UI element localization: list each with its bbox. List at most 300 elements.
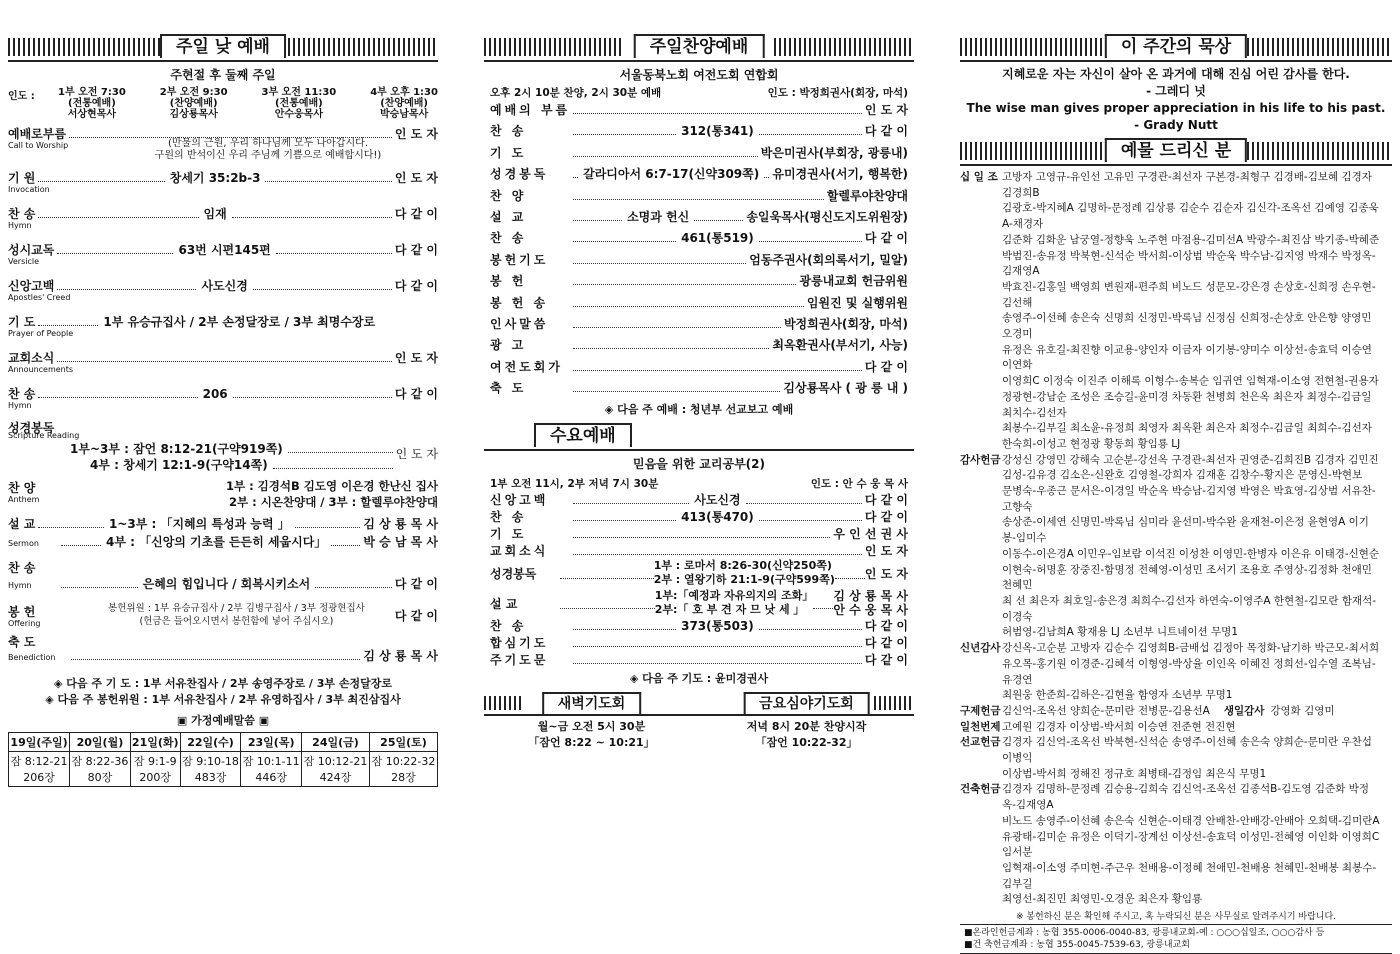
scripture-right: 인 도 자 [395, 446, 438, 461]
order-right: 인 도 자 [864, 103, 908, 117]
leaders-label: 인도 : [8, 91, 35, 102]
offerings-note: ※ 봉헌하신 분은 확인해 주시고, 혹 누락되신 분은 사무실로 알려주시기 바랍니다. [1015, 912, 1337, 923]
sermon-right-1: 김 상 룡 목 사 [363, 517, 439, 531]
offering-category: 일천번제 [960, 720, 1001, 733]
offering-line: 이영희C 이정숙 이진주 이해록 이형수-송복순 임귀연 임혁재-이소영 전현철-권용자 [1002, 375, 1379, 388]
anthem-label: 찬 양 [8, 481, 36, 495]
dots [573, 101, 862, 114]
hymn3-right: 다 같 이 [394, 577, 439, 591]
offering-line: 유광태-김미순 유정은 이덕기-장계선 이상선-송효덕 이성민-전혜영 이인화 이영희C 임서분 [1002, 830, 1380, 859]
invocation-text: 창세기 35:2b-3 [169, 171, 261, 185]
order-row [490, 250, 908, 271]
offering-line: 고예원 김경자 이상범-박서희 이승연 전준현 전진현 [1002, 720, 1236, 733]
family-hymn: 424장 [319, 771, 352, 784]
friday-time: 저녁 8시 20분 찬양시작 [746, 720, 867, 734]
order-label: 인사말씀 [490, 316, 549, 331]
wed-sermon-1: 1부:「예정과 자유의지의 조화」 [654, 589, 814, 603]
order-row [490, 228, 908, 249]
offering-category: 신년감사 [960, 642, 1001, 655]
order-label: 기 도 [490, 145, 527, 160]
order-label: 찬 송 [490, 231, 527, 246]
dots [573, 617, 676, 630]
praise-subtitle: 서울동북노회 여전도회 연합회 [619, 68, 779, 82]
dots [573, 272, 796, 285]
dots [694, 208, 743, 221]
offering-line: 김신억-조옥선 양희순-문미란 전병문-김용선A [1002, 704, 1210, 717]
offering-right: 다 같 이 [394, 608, 438, 623]
dots [746, 491, 862, 504]
order-row [490, 271, 908, 292]
dots [573, 651, 862, 664]
creed-text: 사도신경 [201, 279, 248, 293]
wed-sermon-2: 2부:「 호 부 견 자 므 낫 세 」 [654, 603, 805, 617]
praise-leader: 인도 : 박정희권사(회장, 마석) [767, 87, 908, 99]
family-cell [9, 752, 70, 787]
prayer-en: Prayer of People [8, 329, 74, 338]
wed-title: 수요예배 [534, 423, 632, 447]
order-text: 461(통519) [681, 231, 754, 246]
offering-line: 정광현-강남순 조성은 조승길-윤미경 차동환 천병희 천은옥 최은자 최정수-김금일 최치수-김선자 [1002, 390, 1372, 419]
leader-name: 서상현목사 [67, 109, 117, 120]
offering-line: 김준화 김화운 남궁열-정향욱 노주현 마점용-김미선A 박광수-최진삼 박기종-박혜준 [1002, 233, 1380, 246]
dots [573, 491, 689, 504]
friday-title: 금요심야기도회 [743, 692, 870, 714]
wed-leader: 인도 : 안 수 웅 목 사 [810, 478, 908, 491]
offerings-header [960, 138, 1392, 166]
anthem-en: Anthem [8, 495, 40, 504]
sunday-season: 주현절 후 둘째 주일 [170, 68, 276, 82]
offering-group [960, 170, 1392, 453]
hymn2-right: 다 같 이 [394, 387, 439, 401]
offering-group [960, 704, 1392, 720]
order-right: 광릉내교회 헌금위원 [799, 274, 908, 289]
meditation-title: 이 주간의 묵상 [1105, 34, 1247, 58]
dots [573, 358, 862, 371]
offering-group [960, 782, 1392, 908]
leader-1 [160, 87, 228, 120]
dots [573, 634, 862, 647]
wed-header [484, 423, 914, 451]
order-label: 신앙고백 [490, 493, 549, 508]
dots [573, 336, 769, 349]
call-en: Call to Worship [8, 141, 69, 150]
hymn3-en: Hymn [8, 581, 32, 590]
order-text: 소명과 헌신 [627, 209, 690, 224]
order-label: 주기도문 [490, 653, 549, 668]
order-right: 송일욱목사(평신도지도위원장) [746, 209, 908, 224]
offering-line: 고방자 고영규-유인선 고유민 구경관-최선자 구본경-최형구 김경배-김보혜 김경자 김경희B [1002, 171, 1372, 199]
wed-next: ◈ 다음 주 기도 : 윤미경권사 [629, 672, 769, 686]
creed-right: 다 같 이 [394, 279, 439, 293]
offering-line: 송상준-이세연 신명민-박록님 심미라 윤선미-박수완 윤재천-이은정 윤현영A 이기봉-임미수 [1002, 516, 1369, 545]
order-text: 373(통503) [681, 619, 754, 634]
praise-order [484, 100, 914, 399]
wed-sermon-right-2: 안 수 웅 목 사 [833, 603, 908, 618]
order-label: 설 교 [490, 209, 527, 224]
order-text: 413(통470) [681, 510, 754, 525]
order-row [490, 634, 908, 651]
leader-type: (전통예배) [68, 98, 116, 109]
online-account: ■온라인헌금계좌 : 농협 355-0006-0040-83, 광릉내교회-예 : ○○○십일조, ○○○감사 등 [964, 928, 1325, 939]
order-row [490, 491, 908, 508]
family-ref: 잠 9:1-9 [133, 755, 177, 768]
offering-line: 강성신 강영민 강해숙 고순분-강선옥 구경관-최선자 권영준-김희진B 김경자 김민진 [1002, 453, 1379, 466]
announcements-right: 인 도 자 [394, 351, 438, 365]
order-row [490, 651, 908, 668]
announcements-en: Announcements [8, 365, 74, 374]
order-label: 교회소식 [490, 544, 549, 559]
order-text: 갈라디아서 6:7-17(신약309쪽) [583, 167, 760, 182]
order-right: 할렐루야찬양대 [826, 188, 908, 203]
offering-line: 임혁재-이소영 주미현-주근우 천배용-이정혜 천애민-천배용 천혜민-천배봉 최봉수-김부길 [1002, 861, 1377, 890]
family-ref: 잠 8:22-36 [71, 755, 129, 768]
building-account: ■건 축헌금계좌 : 농협 355-0045-7539-63, 광릉내교회 [964, 940, 1190, 951]
hymn1-right: 다 같 이 [394, 207, 439, 221]
offering-names [1002, 453, 1382, 641]
offering-category: 감사헌금 [960, 453, 1001, 466]
offering-line: 김광호-박지혜A 김명하-문정례 김상룡 김순수 김순자 김신각-조옥선 김예영 김종욱A-채경자 [1002, 202, 1379, 231]
meditation-english-author: - Grady Nutt [1134, 118, 1218, 132]
friday-header [699, 692, 914, 716]
dots [573, 294, 804, 307]
leader-time: 4부 오후 1:30 [370, 87, 438, 98]
dawn-time: 월~금 오전 5시 30분 [537, 720, 646, 734]
offering-category: 건축헌금 [960, 783, 1001, 796]
order-right: 우 인 선 권 사 [833, 527, 908, 542]
order-label: 찬 송 [490, 124, 527, 139]
call-label: 예배로부름 [8, 127, 66, 141]
scripture-text-1: 1부~3부 : 잠언 8:12-21(구약919쪽) [70, 442, 283, 456]
scripture-text-2: 4부 : 창세기 12:1-9(구약14쪽) [90, 458, 268, 472]
offering-label: 봉 헌 [8, 605, 36, 619]
order-row [490, 207, 908, 228]
order-row [490, 143, 908, 164]
family-hymn: 483장 [194, 771, 227, 784]
order-right: 다 같 이 [864, 619, 908, 634]
family-cell [180, 752, 241, 787]
wed-order [484, 491, 914, 559]
order-right: 다 같 이 [864, 231, 908, 246]
order-right: 다 같 이 [864, 493, 909, 508]
order-label: 여전도회가 [490, 359, 563, 374]
sunday-worship-column [8, 34, 438, 787]
call-text-2: 구원의 반석이신 우리 주님께 기쁨으로 예배합시다!) [154, 150, 382, 161]
order-label: 예배의 부름 [490, 103, 571, 117]
leader-time: 2부 오전 9:30 [159, 87, 228, 98]
praise-next: ◈ 다음 주 예배 : 청년부 선교보고 예배 [604, 403, 794, 417]
order-right: 다 같 이 [864, 359, 908, 374]
announcements-label: 교회소식 [8, 351, 55, 365]
leader-type: (찬양예배) [169, 98, 218, 109]
benediction-label: 축 도 [8, 635, 36, 649]
offering-line: 김경자 김신억-조옥선 박북현-신석순 송영주-이선혜 송은숙 양희순-문미란 우찬섭 이병익 [1002, 736, 1372, 765]
prayer-text: 1부 유승규집사 / 2부 손정달장로 / 3부 최명수장로 [103, 315, 376, 329]
next-week-offering: ◈ 다음 주 봉헌위원 : 1부 서유찬집사 / 2부 유영하집사 / 3부 최진삼집사 [45, 693, 401, 706]
order-right: 다 같 이 [864, 510, 908, 525]
meditation-korean-author: - 그레디 넛 [1146, 84, 1206, 98]
extra-names: 강영화 김영미 [1270, 704, 1335, 717]
offering-line: 허범영-김남희A 황재용 LJ 소년부 니트네이션 무명1 [1002, 626, 1239, 639]
offerings-title: 예물 드리신 분 [1105, 138, 1247, 162]
account-info [960, 924, 1392, 954]
dawn-text: 「잠언 8:22 ~ 10:21」 [528, 736, 655, 750]
invocation-en: Invocation [8, 185, 50, 194]
scripture-en: Scripture Reading [8, 431, 80, 440]
family-ref: 잠 10:1-11 [242, 755, 300, 768]
invocation-label: 기 원 [8, 171, 36, 185]
hymn3-text: 은혜의 힘입니다 / 회복시키소서 [142, 577, 311, 591]
order-right: 다 같 이 [864, 653, 908, 668]
anthem-line-1: 1부 : 김경석B 김도영 이은경 한난신 집사 [225, 479, 438, 493]
wed-time: 1부 오전 11시, 2부 저녁 7시 30분 [490, 478, 659, 491]
family-ref: 잠 10:12-21 [303, 755, 368, 768]
offerings-list [960, 170, 1392, 908]
order-label: 축 도 [490, 381, 527, 396]
order-row [490, 186, 908, 207]
order-label: 봉 헌 [490, 274, 527, 289]
dots [759, 229, 862, 242]
order-label: 합심기도 [490, 636, 549, 651]
offering-category: 구제헌금 [960, 704, 1001, 717]
hymn2-en: Hymn [8, 401, 32, 410]
call-right: 인 도 자 [394, 127, 438, 141]
offering-names [1002, 170, 1382, 453]
order-row [490, 525, 908, 542]
leader-name: 안수웅목사 [274, 109, 324, 120]
hymn1-en: Hymn [8, 221, 32, 230]
dots [573, 144, 758, 157]
order-label: 찬 송 [490, 619, 527, 634]
order-text: 사도신경 [694, 493, 741, 508]
dots [573, 165, 578, 178]
offering-line: 박효진-김홍일 백영희 변원재-편주희 비노드 성문모-강은경 손상호-신희정 손우현-김선해 [1002, 280, 1376, 309]
leader-2 [262, 87, 337, 120]
versicle-text: 63번 시편145편 [178, 243, 271, 257]
dots [573, 122, 676, 135]
offering-line: 강신옥-고순분 고방자 김순수 김영희B-금배섭 김정아 목정화-남기하 박근모-최서희 [1002, 642, 1380, 655]
order-row [490, 314, 908, 335]
offering-names [1002, 641, 1382, 704]
family-day: 21일(화) [130, 733, 180, 752]
friday-text: 「잠언 10:22-32」 [755, 736, 858, 750]
hymn2-text: 206 [202, 387, 228, 401]
family-day: 22일(수) [180, 733, 241, 752]
offering-line: 한숙희-이성고 현정광 황동희 황임룡 LJ [1002, 437, 1181, 450]
offering-names [1002, 704, 1382, 720]
offering-line: 최 선 최은자 최호일-송은경 최희수-김선자 하연숙-이영주A 한현철-김모란 함재석-이경숙 [1002, 594, 1377, 623]
wed-order-2 [484, 617, 914, 668]
order-right: 유미경권사(서기, 행복한) [772, 167, 909, 182]
offering-line: 비노드 송영주-이선혜 송은숙 신현순-이태경 안배찬-안배강-안배아 오희택-김미란A [1002, 814, 1380, 827]
order-label: 기 도 [490, 527, 527, 542]
dawn-header [484, 692, 699, 716]
family-hymn: 200장 [139, 771, 172, 784]
offering-line: 이동수-이은경A 이민우-임보람 이석진 이성찬 이영민-한병자 이은유 이태경-신현순 [1002, 547, 1380, 560]
family-day: 23일(목) [241, 733, 302, 752]
leader-time: 3부 오전 11:30 [261, 87, 337, 98]
family-day: 24일(금) [302, 733, 370, 752]
call-text-1: (만물의 근원, 우리 하나님께 모두 나아갑시다. [167, 138, 369, 149]
offering-text-1: 봉헌위원 : 1부 유승규집사 / 2부 김병구집사 / 3부 정광현집사 [108, 603, 365, 614]
hymn2-label: 찬 송 [8, 387, 36, 401]
offering-group [960, 453, 1392, 641]
prayer-label: 기 도 [8, 315, 36, 329]
next-week-prayer: ◈ 다음 주 기 도 : 1부 서유찬집사 / 2부 송영주장로 / 3부 손정달장로 [53, 677, 393, 690]
order-right: 박은미권사(부회장, 광릉내) [760, 145, 908, 160]
offering-group [960, 735, 1392, 782]
wed-sermon-right-1: 김 상 룡 목 사 [833, 589, 908, 604]
family-ref: 잠 9:10-18 [182, 755, 239, 768]
offering-line: 김경자 김명하-문정례 김승용-김희숙 김신억-조옥선 김종석B-김도영 김준화 박정옥-김재영A [1002, 783, 1369, 812]
family-cell [241, 752, 302, 787]
wed-sermon-label: 설 교 [490, 596, 518, 611]
wed-scripture-label: 성경봉독 [490, 566, 537, 581]
dots [573, 525, 830, 538]
order-row [490, 357, 908, 378]
order-row [490, 100, 908, 121]
wed-scripture-1: 1부 : 로마서 8:26-30(신약250쪽) [653, 559, 832, 573]
offering-group [960, 641, 1392, 704]
leader-type: (찬양예배) [380, 98, 428, 109]
order-row [490, 293, 908, 314]
leader-name: 김상룡목사 [169, 109, 218, 120]
invocation-right: 인 도 자 [394, 171, 438, 185]
dots [573, 208, 622, 221]
order-right: 다 같 이 [864, 124, 908, 139]
offering-names [1002, 720, 1382, 736]
offering-en: Offering [8, 619, 41, 628]
anthem-line-2: 2부 : 시온찬양대 / 3부 : 할렐루야찬양대 [229, 495, 438, 509]
order-row [490, 164, 908, 185]
order-right: 임원진 및 실행위원 [806, 295, 908, 310]
meditation-offering-column [960, 34, 1392, 954]
family-ref: 잠 10:22-32 [371, 755, 436, 768]
leader-name: 박승남목사 [379, 109, 429, 120]
benediction-right: 김 상 룡 목 사 [363, 649, 438, 663]
creed-label: 신앙고백 [8, 279, 55, 293]
order-right: 인 도 자 [864, 544, 908, 559]
sunday-header [8, 34, 438, 62]
sunday-leaders [8, 87, 438, 120]
wed-subtitle: 믿음을 위한 교리공부(2) [632, 457, 765, 472]
creed-en: Apostles' Creed [8, 293, 71, 302]
offering-line: 이상범-박서희 정해진 정규호 최병태-김정임 최은식 무명1 [1002, 767, 1267, 780]
offering-line: 유정은 유호길-최진향 이교용-양인자 이금자 이기봉-양미수 이상선-송효덕 이승연 이연화 [1002, 343, 1372, 372]
praise-worship-column [484, 34, 914, 750]
dots [573, 251, 746, 264]
versicle-right: 다 같 이 [394, 243, 438, 257]
order-text: 312(통341) [681, 124, 754, 139]
sermon-right-2: 박 승 남 목 사 [363, 535, 438, 549]
versicle-en: Versicle [8, 257, 39, 266]
order-label: 성경봉독 [490, 167, 549, 182]
sermon-en: Sermon [8, 539, 39, 548]
hymn3-label: 찬 송 [8, 561, 36, 575]
praise-title: 주일찬양예배 [634, 34, 765, 58]
order-right: 김상룡목사 ( 광 릉 내 ) [783, 381, 908, 396]
order-row [490, 335, 908, 356]
wed-scripture-2: 2부 : 열왕기하 21:1-9(구약599쪽) [653, 573, 835, 587]
order-row [490, 617, 908, 634]
offering-line: 이현숙-허명훈 장중진-함명정 전혜영-이성민 조서기 조용호 주영상-김정화 천애민 천혜민 [1002, 563, 1372, 592]
order-label: 광 고 [490, 338, 527, 353]
offering-line-with-extra [1002, 704, 1382, 720]
order-right: 엄동주권사(회의록서기, 밀알) [749, 252, 908, 267]
family-cell [70, 752, 131, 787]
family-hymn: 80장 [87, 771, 113, 784]
order-label: 봉 헌 송 [490, 295, 549, 310]
offering-group [960, 720, 1392, 736]
versicle-label: 성시교독 [8, 243, 55, 257]
offering-text-2: (헌금은 들어오시면서 봉헌함에 넣어 주십시오) [139, 616, 334, 627]
family-worship-title: ▣ 가정예배말씀 ▣ [176, 714, 270, 727]
wed-scripture-right: 인 도 자 [864, 566, 908, 581]
dots [573, 315, 781, 328]
scripture-label: 성경봉독 [8, 421, 55, 435]
offering-category: 선교헌금 [960, 736, 1001, 749]
meditation-header [960, 34, 1392, 62]
dots [759, 508, 862, 521]
dots [573, 508, 676, 521]
family-hymn: 206장 [23, 771, 55, 784]
order-row [490, 508, 908, 525]
offering-line: 최봉수-김부길 최소윤-유정희 최영자 최옥환 최은자 최정수-김금일 최희수-김선자 [1002, 422, 1372, 435]
leader-0 [58, 87, 126, 120]
extra-category: 생일감사 [1223, 704, 1265, 717]
dots [764, 165, 769, 178]
hymn1-label: 찬 송 [8, 207, 36, 221]
family-cell [302, 752, 370, 787]
offering-line: 최영선-최진민 최영민-오경운 최은자 황임룡 [1002, 893, 1203, 906]
order-row [490, 121, 908, 142]
offering-line: 유오목-홍기원 이경준-김혜석 이형영-박상율 이인옥 이혜진 정희선-임수열 조복님-유경연 [1002, 657, 1376, 686]
offering-line: 문병숙-우종근 문서은-이경일 박순옥 박승남-김지영 박영은 박효영-김상범 서유찬-고향숙 [1002, 485, 1376, 513]
order-right: 박정희권사(회장, 마석) [783, 316, 908, 331]
dots [573, 542, 862, 555]
order-right: 최옥환권사(부서기, 사능) [772, 338, 908, 353]
dots [573, 229, 676, 242]
order-row [490, 378, 908, 399]
dots [573, 379, 780, 392]
family-hymn: 28장 [391, 771, 416, 784]
offering-line: 김성-김유경 김소은-신완호 김영철-강희자 김재훈 김창수-황지은 문영신-박현보 [1002, 469, 1363, 482]
order-row [490, 542, 908, 559]
hymn1-text: 임재 [203, 207, 227, 221]
sermon-label: 설 교 [8, 517, 36, 531]
leader-type: (전통예배) [274, 98, 323, 109]
offering-line: 최원웅 한준희-김하은-김현율 함영자 소년부 무명1 [1002, 689, 1233, 702]
sermon-line-2: 4부 : 「신앙의 기초를 든든히 세웁시다」 [106, 535, 327, 549]
offering-names [1002, 782, 1382, 908]
praise-header [484, 34, 914, 62]
leader-3 [370, 87, 438, 120]
family-day: 25일(토) [369, 733, 437, 752]
offering-names [1002, 735, 1382, 782]
offering-category: 십 일 조 [960, 171, 998, 183]
sermon-line-1: 1~3부 : 「지혜의 특성과 능력 」 [108, 517, 290, 531]
benediction-en: Benediction [8, 653, 56, 662]
order-label: 찬 양 [490, 188, 527, 203]
dots [759, 617, 862, 630]
family-day: 20일(월) [70, 733, 131, 752]
family-worship-table [8, 732, 438, 787]
dawn-title: 새벽기도회 [542, 692, 642, 714]
praise-time: 오후 2시 10분 찬양, 2시 30분 예배 [490, 87, 662, 99]
order-label: 찬 송 [490, 510, 527, 525]
dots [759, 122, 862, 135]
order-label: 봉헌기도 [490, 252, 549, 267]
family-cell [130, 752, 180, 787]
